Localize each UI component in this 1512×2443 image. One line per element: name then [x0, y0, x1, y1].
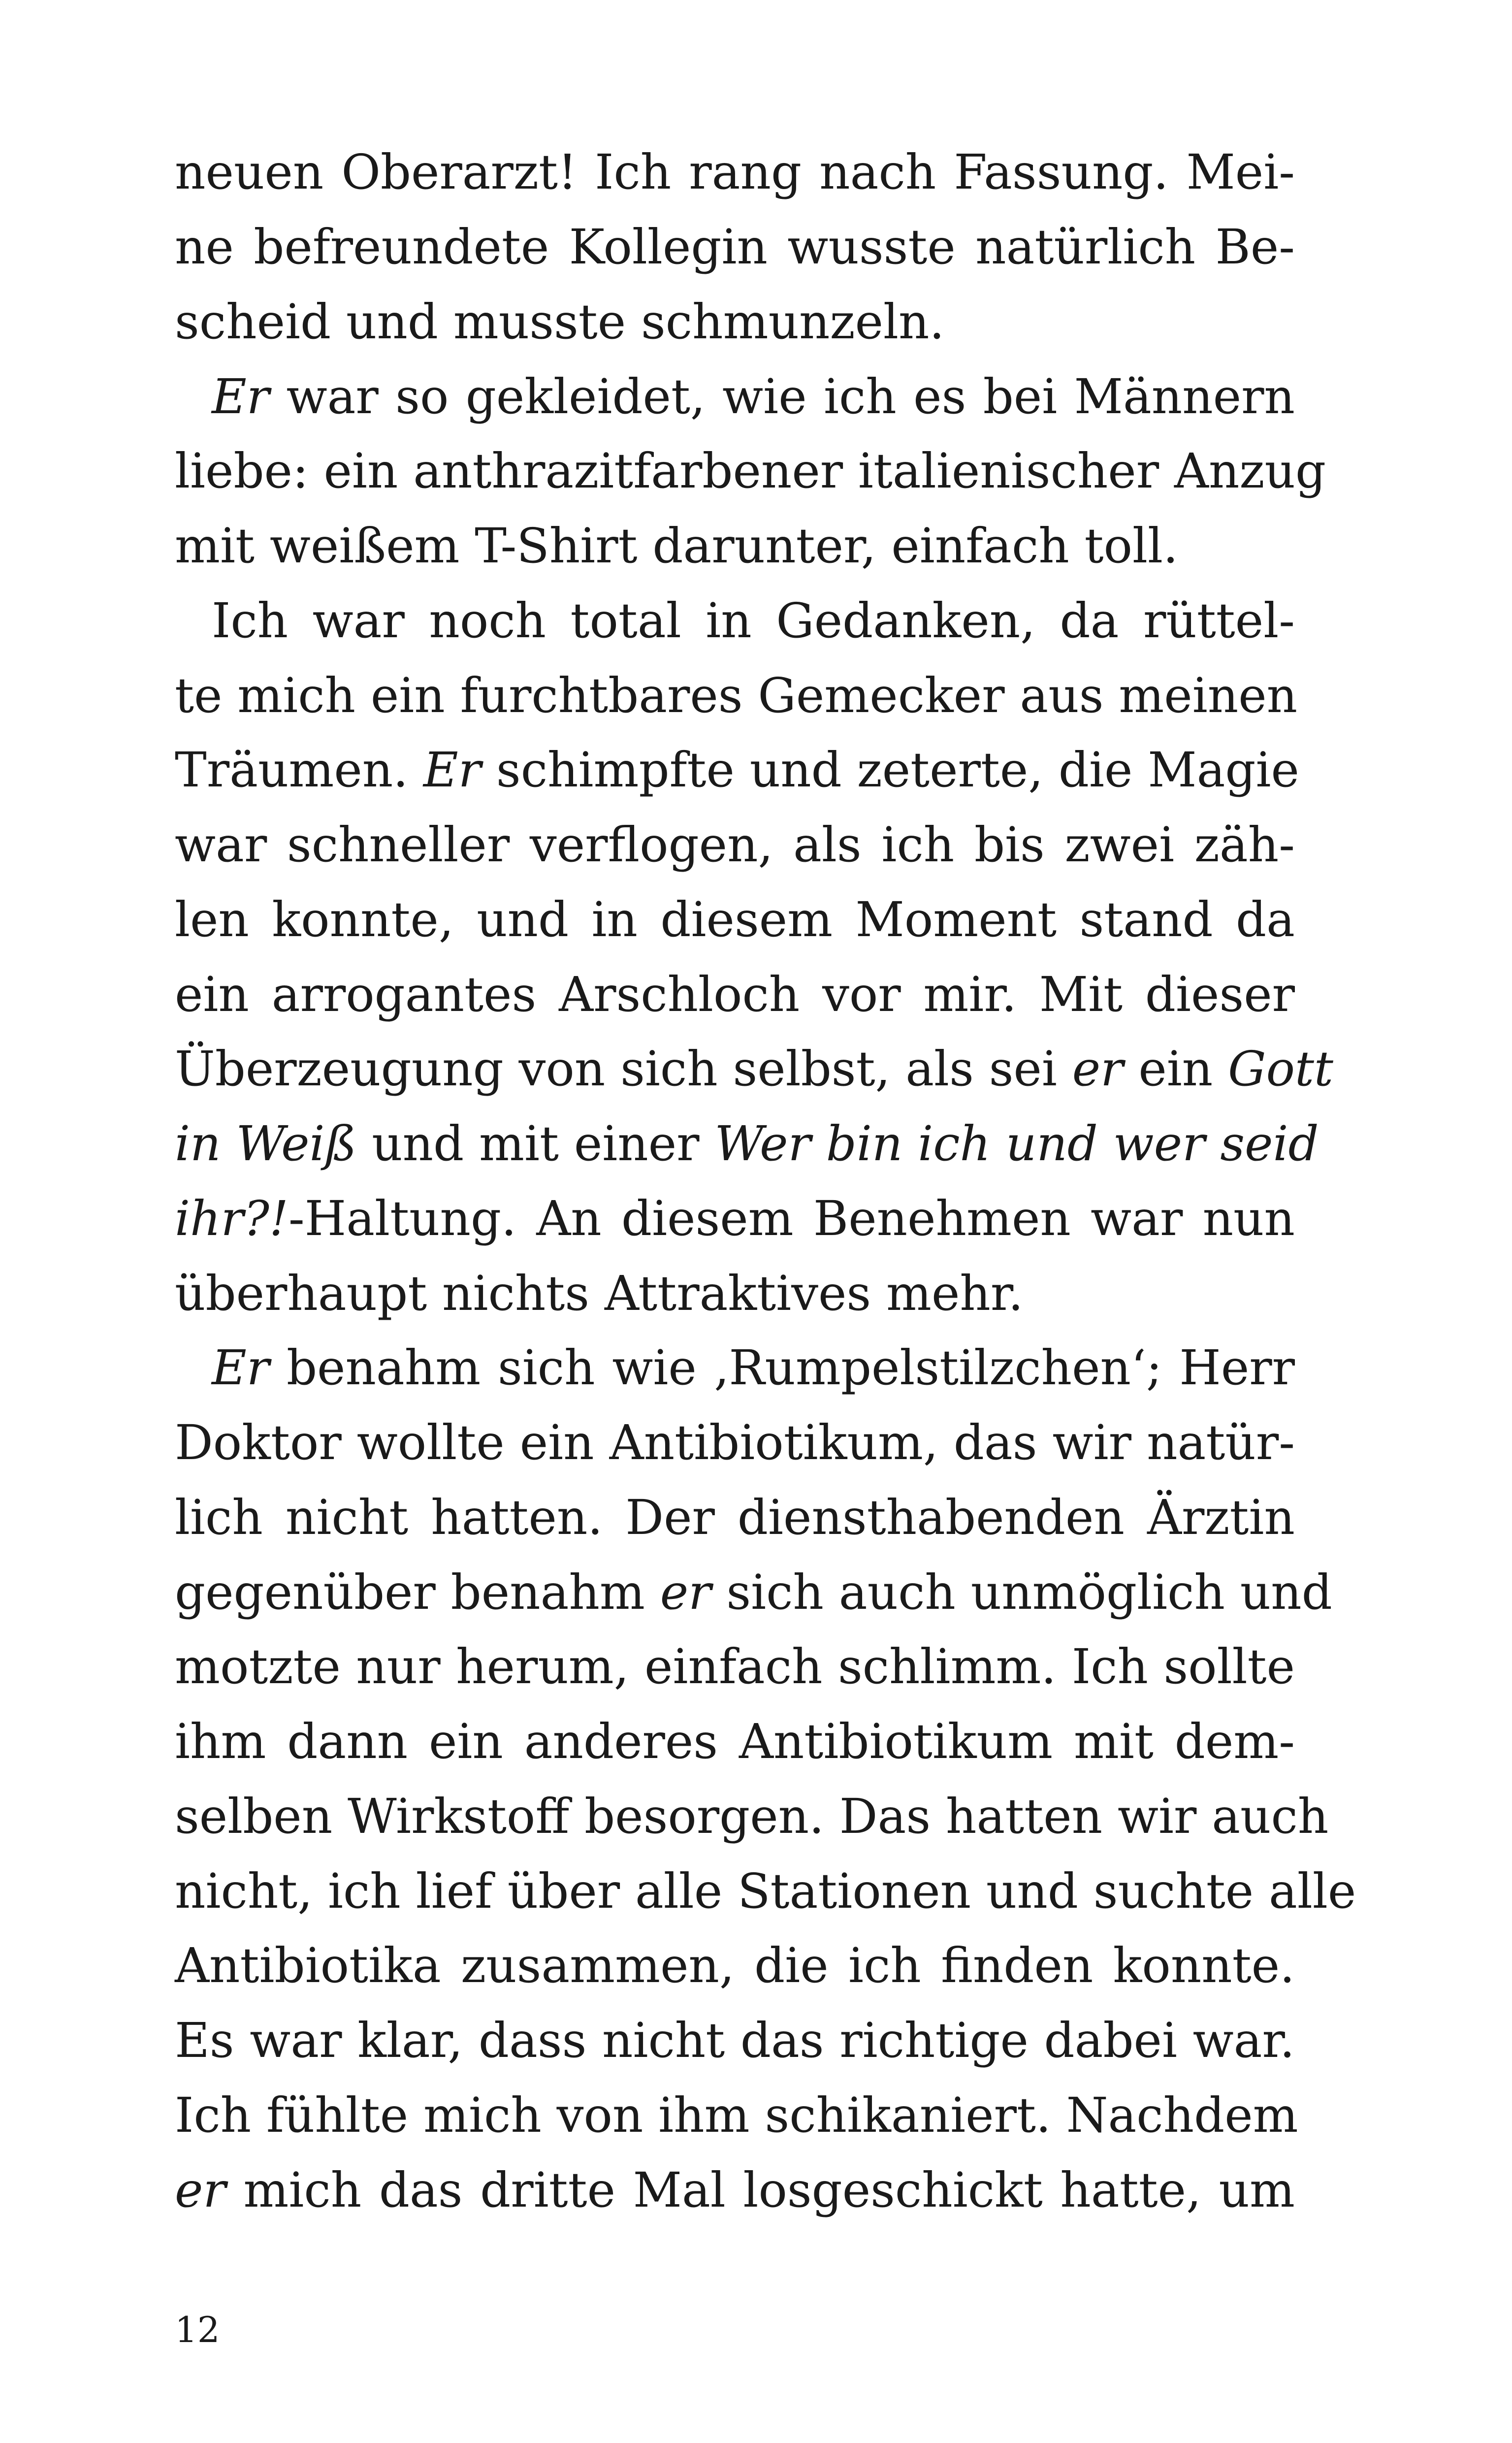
text-segment: überhaupt nichts Attraktives mehr. — [175, 1266, 1024, 1321]
text-line-9 — [175, 742, 1299, 798]
text-line-13 — [175, 1041, 1333, 1097]
text-segment: war schneller verflogen, als ich bis zwei zäh- — [175, 817, 1295, 873]
text-line-10 — [175, 817, 1295, 873]
text-segment: sich auch unmöglich und — [711, 1564, 1332, 1620]
text-line-6 — [175, 518, 1295, 574]
text-line-20 — [175, 1564, 1332, 1620]
text-line-26 — [175, 2013, 1295, 2068]
text-segment: te mich ein furchtbares Gemecker aus meinen — [175, 668, 1298, 723]
text-segment: mich das dritte Mal losgeschickt hatte, um — [225, 2162, 1295, 2218]
text-segment: und mit einer — [356, 1116, 715, 1172]
text-segment: nicht, ich lief über alle Stationen und suchte alle — [175, 1863, 1356, 1919]
text-line-8 — [175, 668, 1298, 723]
text-segment: Träumen. — [175, 742, 423, 798]
text-segment: ein — [1123, 1041, 1228, 1097]
text-segment-italic: er — [175, 2162, 226, 2218]
text-line-16 — [175, 1266, 1295, 1321]
text-line-5 — [175, 443, 1326, 499]
text-line-7 — [212, 593, 1295, 649]
text-line-25 — [175, 1938, 1295, 1993]
text-segment: Es war klar, dass nicht das richtige dabei war. — [175, 2013, 1295, 2068]
text-segment: len konnte, und in diesem Moment stand da — [175, 892, 1295, 947]
text-segment: ne befreundete Kollegin wusste natürlich Be- — [175, 219, 1295, 275]
text-line-12 — [175, 967, 1295, 1022]
text-line-24 — [175, 1863, 1356, 1919]
text-segment-italic: er — [1072, 1041, 1124, 1097]
page-number: 12 — [175, 2309, 220, 2350]
text-segment-italic: Er — [212, 1340, 270, 1396]
text-segment-italic: ihr?! — [175, 1191, 289, 1246]
text-line-19 — [175, 1490, 1295, 1545]
text-line-1 — [175, 144, 1295, 200]
text-segment-italic: Er — [423, 742, 482, 798]
text-segment: scheid und musste schmunzeln. — [175, 294, 945, 350]
text-line-27 — [175, 2087, 1298, 2143]
text-segment: gegenüber benahm — [175, 1564, 660, 1620]
text-segment: lich nicht hatten. Der diensthabenden Ärztin — [175, 1490, 1295, 1545]
text-line-28 — [175, 2162, 1295, 2218]
text-segment: benahm sich wie ‚Rumpelstilzchen‘; Herr — [269, 1340, 1295, 1396]
text-line-23 — [175, 1789, 1329, 1844]
text-line-15 — [175, 1191, 1295, 1246]
text-line-11 — [175, 892, 1295, 947]
text-segment: selben Wirkstoff besorgen. Das hatten wir auch — [175, 1789, 1329, 1844]
text-line-4 — [212, 369, 1295, 424]
text-segment: Doktor wollte ein Antibiotikum, das wir natür- — [175, 1415, 1295, 1470]
text-segment: Ich war noch total in Gedanken, da rüttel- — [212, 593, 1295, 649]
text-segment-italic: Er — [212, 369, 270, 424]
text-segment: motzte nur herum, einfach schlimm. Ich sollte — [175, 1639, 1295, 1694]
text-segment: war so gekleidet, wie ich es bei Männern — [269, 369, 1295, 424]
text-segment: Antibiotika zusammen, die ich finden konnte. — [175, 1938, 1295, 1993]
text-segment: neuen Oberarzt! Ich rang nach Fassung. Mei- — [175, 144, 1295, 200]
text-line-21 — [175, 1639, 1295, 1694]
text-line-14 — [175, 1116, 1319, 1172]
text-segment-italic: er — [660, 1564, 711, 1620]
text-segment: -Haltung. An diesem Benehmen war nun — [288, 1191, 1295, 1246]
text-line-18 — [175, 1415, 1295, 1470]
text-segment: schimpfte und zeterte, die Magie — [481, 742, 1299, 798]
text-segment: ihm dann ein anderes Antibiotikum mit dem- — [175, 1714, 1295, 1769]
text-line-2 — [175, 219, 1295, 275]
text-segment: Ich fühlte mich von ihm schikaniert. Nachdem — [175, 2087, 1298, 2143]
text-line-22 — [175, 1714, 1295, 1769]
text-line-17 — [212, 1340, 1295, 1396]
text-segment: liebe: ein anthrazitfarbener italienischer Anzug — [175, 443, 1326, 499]
text-segment: Überzeugung von sich selbst, als sei — [175, 1041, 1072, 1097]
text-segment-italic: in Weiß — [175, 1116, 357, 1172]
text-segment: ein arrogantes Arschloch vor mir. Mit dieser — [175, 967, 1295, 1022]
text-segment-italic: Gott — [1228, 1041, 1333, 1097]
text-segment-italic: Wer bin ich und wer seid — [714, 1116, 1319, 1172]
text-line-3 — [175, 294, 1295, 350]
text-segment: mit weißem T-Shirt darunter, einfach toll. — [175, 518, 1178, 574]
